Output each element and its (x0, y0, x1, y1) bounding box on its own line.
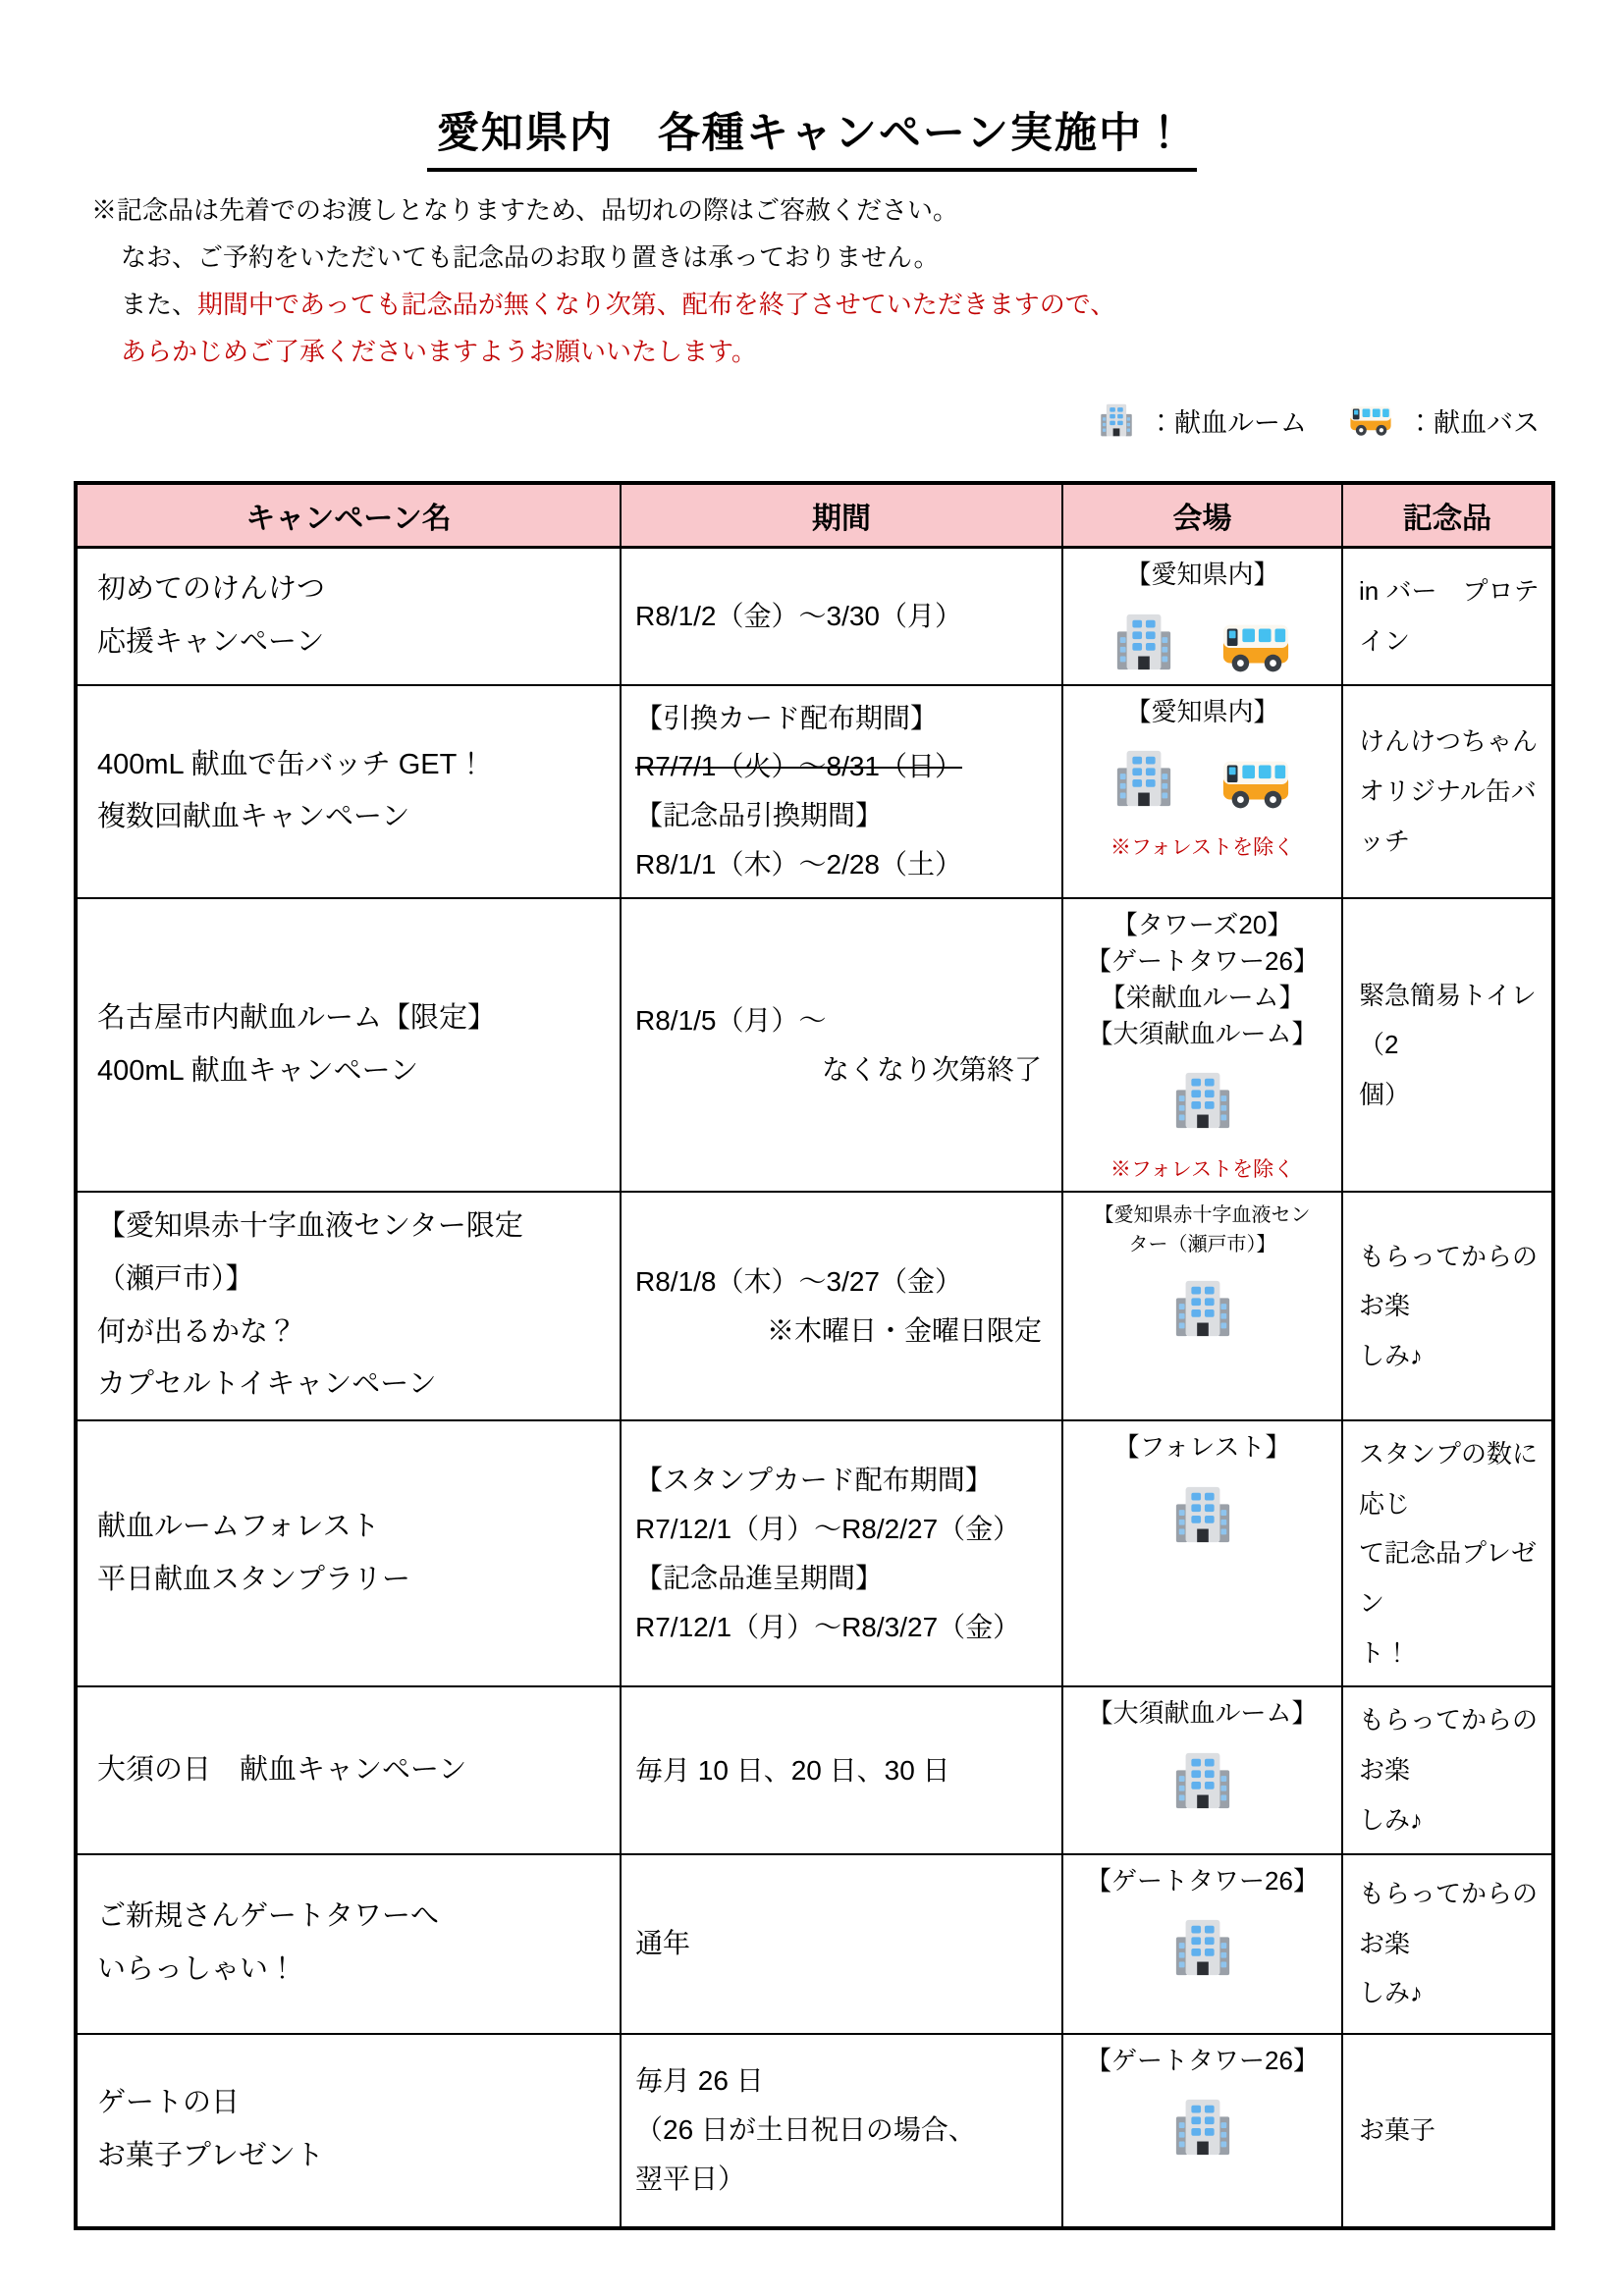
venue-icons (1067, 1914, 1337, 1981)
campaign-name-cell: ご新規さんゲートタワーへ いらっしゃい！ (76, 1854, 621, 2034)
campaign-table-body (76, 548, 1553, 2228)
legend-room-icon-slot (1099, 400, 1134, 440)
blood-donation-room-building-icon (1172, 1275, 1233, 1342)
blood-donation-bus-icon (1219, 755, 1292, 812)
blood-donation-room-building-icon (1172, 1914, 1233, 1981)
table-header-row (76, 483, 1553, 548)
campaign-period-cell: 毎月 10 日、20 日、30 日 (621, 1686, 1062, 1853)
venue-icons (1067, 1481, 1337, 1548)
header-venue: 会場 (1062, 483, 1342, 548)
campaign-name-cell: ゲートの日 お菓子プレゼント (76, 2034, 621, 2228)
campaign-period-cell: R8/1/2（金）～3/30（月） (621, 548, 1062, 685)
campaign-name-cell: 名古屋市内献血ルーム【限定】 400mL 献血キャンペーン (76, 898, 621, 1193)
table-row (76, 685, 1553, 898)
notes-block (91, 197, 1624, 364)
campaign-name-cell: 【愛知県赤十字血液センター限定 （瀬戸市）】 何が出るかな？ カプセルトイキャンペーン (76, 1192, 621, 1420)
blood-donation-room-building-icon (1113, 745, 1174, 812)
venue-icons (1067, 745, 1337, 812)
venue-exclusion-note: ※フォレストを除く (1110, 836, 1295, 860)
campaign-period-cell: R8/1/8（木）～3/27（金） ※木曜日・金曜日限定 (621, 1192, 1062, 1420)
note-line-1: ※記念品は先着でのお渡しとなりますため、品切れの際はご容赦ください。 (91, 195, 958, 225)
campaign-gift-cell: もらってからのお楽 しみ♪ (1342, 1854, 1553, 2034)
campaign-period-cell: 【スタンプカード配布期間】 R7/12/1（月）～R8/2/27（金） 【記念品進呈期間】 R7/12/1（月）～R8/3/27（金） (621, 1420, 1062, 1686)
icon-legend (1099, 400, 1540, 440)
campaign-venue-cell: 【フォレスト】 (1062, 1420, 1342, 1686)
header-period: 期間 (621, 483, 1062, 548)
campaign-venue-cell: 【大須献血ルーム】 (1062, 1686, 1342, 1853)
venue-icons (1067, 1275, 1337, 1342)
blood-donation-bus-icon (1219, 618, 1292, 675)
blood-donation-bus-icon (1348, 402, 1393, 438)
legend-bus-label: ：献血バス (1407, 407, 1540, 438)
table-row (76, 548, 1553, 685)
blood-donation-room-building-icon (1172, 1067, 1233, 1134)
table-row (76, 1420, 1553, 1686)
campaign-venue-cell: 【愛知県内】 ※フォレストを除く (1062, 685, 1342, 898)
campaign-name-cell: 400mL 献血で缶バッチ GET！ 複数回献血キャンペーン (76, 685, 621, 898)
campaign-gift-cell: もらってからのお楽 しみ♪ (1342, 1686, 1553, 1853)
campaign-venue-cell: 【ゲートタワー26】 (1062, 1854, 1342, 2034)
campaign-venue-cell: 【愛知県赤十字血液セン ター（瀬戸市）】 (1062, 1192, 1342, 1420)
venue-icons (1067, 2094, 1337, 2161)
campaign-gift-cell: スタンプの数に応じ て記念品プレゼン ト！ (1342, 1420, 1553, 1686)
legend-room-label: ：献血ルーム (1148, 407, 1307, 438)
table-row (76, 1192, 1553, 1420)
blood-donation-room-building-icon (1099, 400, 1134, 440)
campaign-gift-cell: お菓子 (1342, 2034, 1553, 2228)
header-gift: 記念品 (1342, 483, 1553, 548)
title-wrap (0, 0, 1624, 172)
venue-icons (1067, 609, 1337, 675)
campaign-venue-cell: 【ゲートタワー26】 (1062, 2034, 1342, 2228)
blood-donation-room-building-icon (1172, 2094, 1233, 2161)
campaign-name-cell: 初めてのけんけつ 応援キャンペーン (76, 548, 621, 685)
blood-donation-room-building-icon (1172, 1747, 1233, 1814)
legend-bus-icon-slot (1348, 402, 1393, 438)
note-line-2: なお、ご予約をいただいても記念品のお取り置きは承っておりません。 (121, 242, 940, 272)
campaign-period-cell: 毎月 26 日 （26 日が土日祝日の場合、 翌平日） (621, 2034, 1062, 2228)
note-line-3: また、期間中であっても記念品が無くなり次第、配布を終了させていただきますので、 (121, 290, 1116, 319)
page-title: 愛知県内 各種キャンペーン実施中！ (427, 100, 1197, 172)
campaign-period-cell: R8/1/5（月）～ なくなり次第終了 (621, 898, 1062, 1193)
campaign-gift-cell: もらってからのお楽 しみ♪ (1342, 1192, 1553, 1420)
campaign-venue-cell: 【愛知県内】 (1062, 548, 1342, 685)
blood-donation-room-building-icon (1113, 609, 1174, 675)
table-row (76, 898, 1553, 1193)
campaign-gift-cell: けんけつちゃん オリジナル缶バッチ (1342, 685, 1553, 898)
table-row (76, 2034, 1553, 2228)
campaign-venue-cell: 【タワーズ20】 【ゲートタワー26】 【栄献血ルーム】 【大須献血ルーム】 ※フォレストを除く (1062, 898, 1342, 1193)
venue-exclusion-note: ※フォレストを除く (1110, 1158, 1295, 1182)
note-line-4: あらかじめご了承くださいますようお願いいたします。 (121, 337, 757, 366)
campaign-table (74, 481, 1555, 2230)
blood-donation-room-building-icon (1172, 1481, 1233, 1548)
campaign-period-cell: 通年 (621, 1854, 1062, 2034)
campaign-name-cell: 大須の日 献血キャンペーン (76, 1686, 621, 1853)
campaign-period-cell: 【引換カード配布期間】 R7/7/1（火）～8/31（日） 【記念品引換期間】 R8/1/1（木）～2/28（土） (621, 685, 1062, 898)
campaign-name-cell: 献血ルームフォレスト 平日献血スタンプラリー (76, 1420, 621, 1686)
table-row (76, 1686, 1553, 1853)
header-campaign-name: キャンペーン名 (76, 483, 621, 548)
venue-icons (1067, 1067, 1337, 1134)
venue-icons (1067, 1747, 1337, 1814)
campaign-gift-cell: 緊急簡易トイレ（2 個） (1342, 898, 1553, 1193)
table-row (76, 1854, 1553, 2034)
campaign-gift-cell: in バー プロテイン (1342, 548, 1553, 685)
